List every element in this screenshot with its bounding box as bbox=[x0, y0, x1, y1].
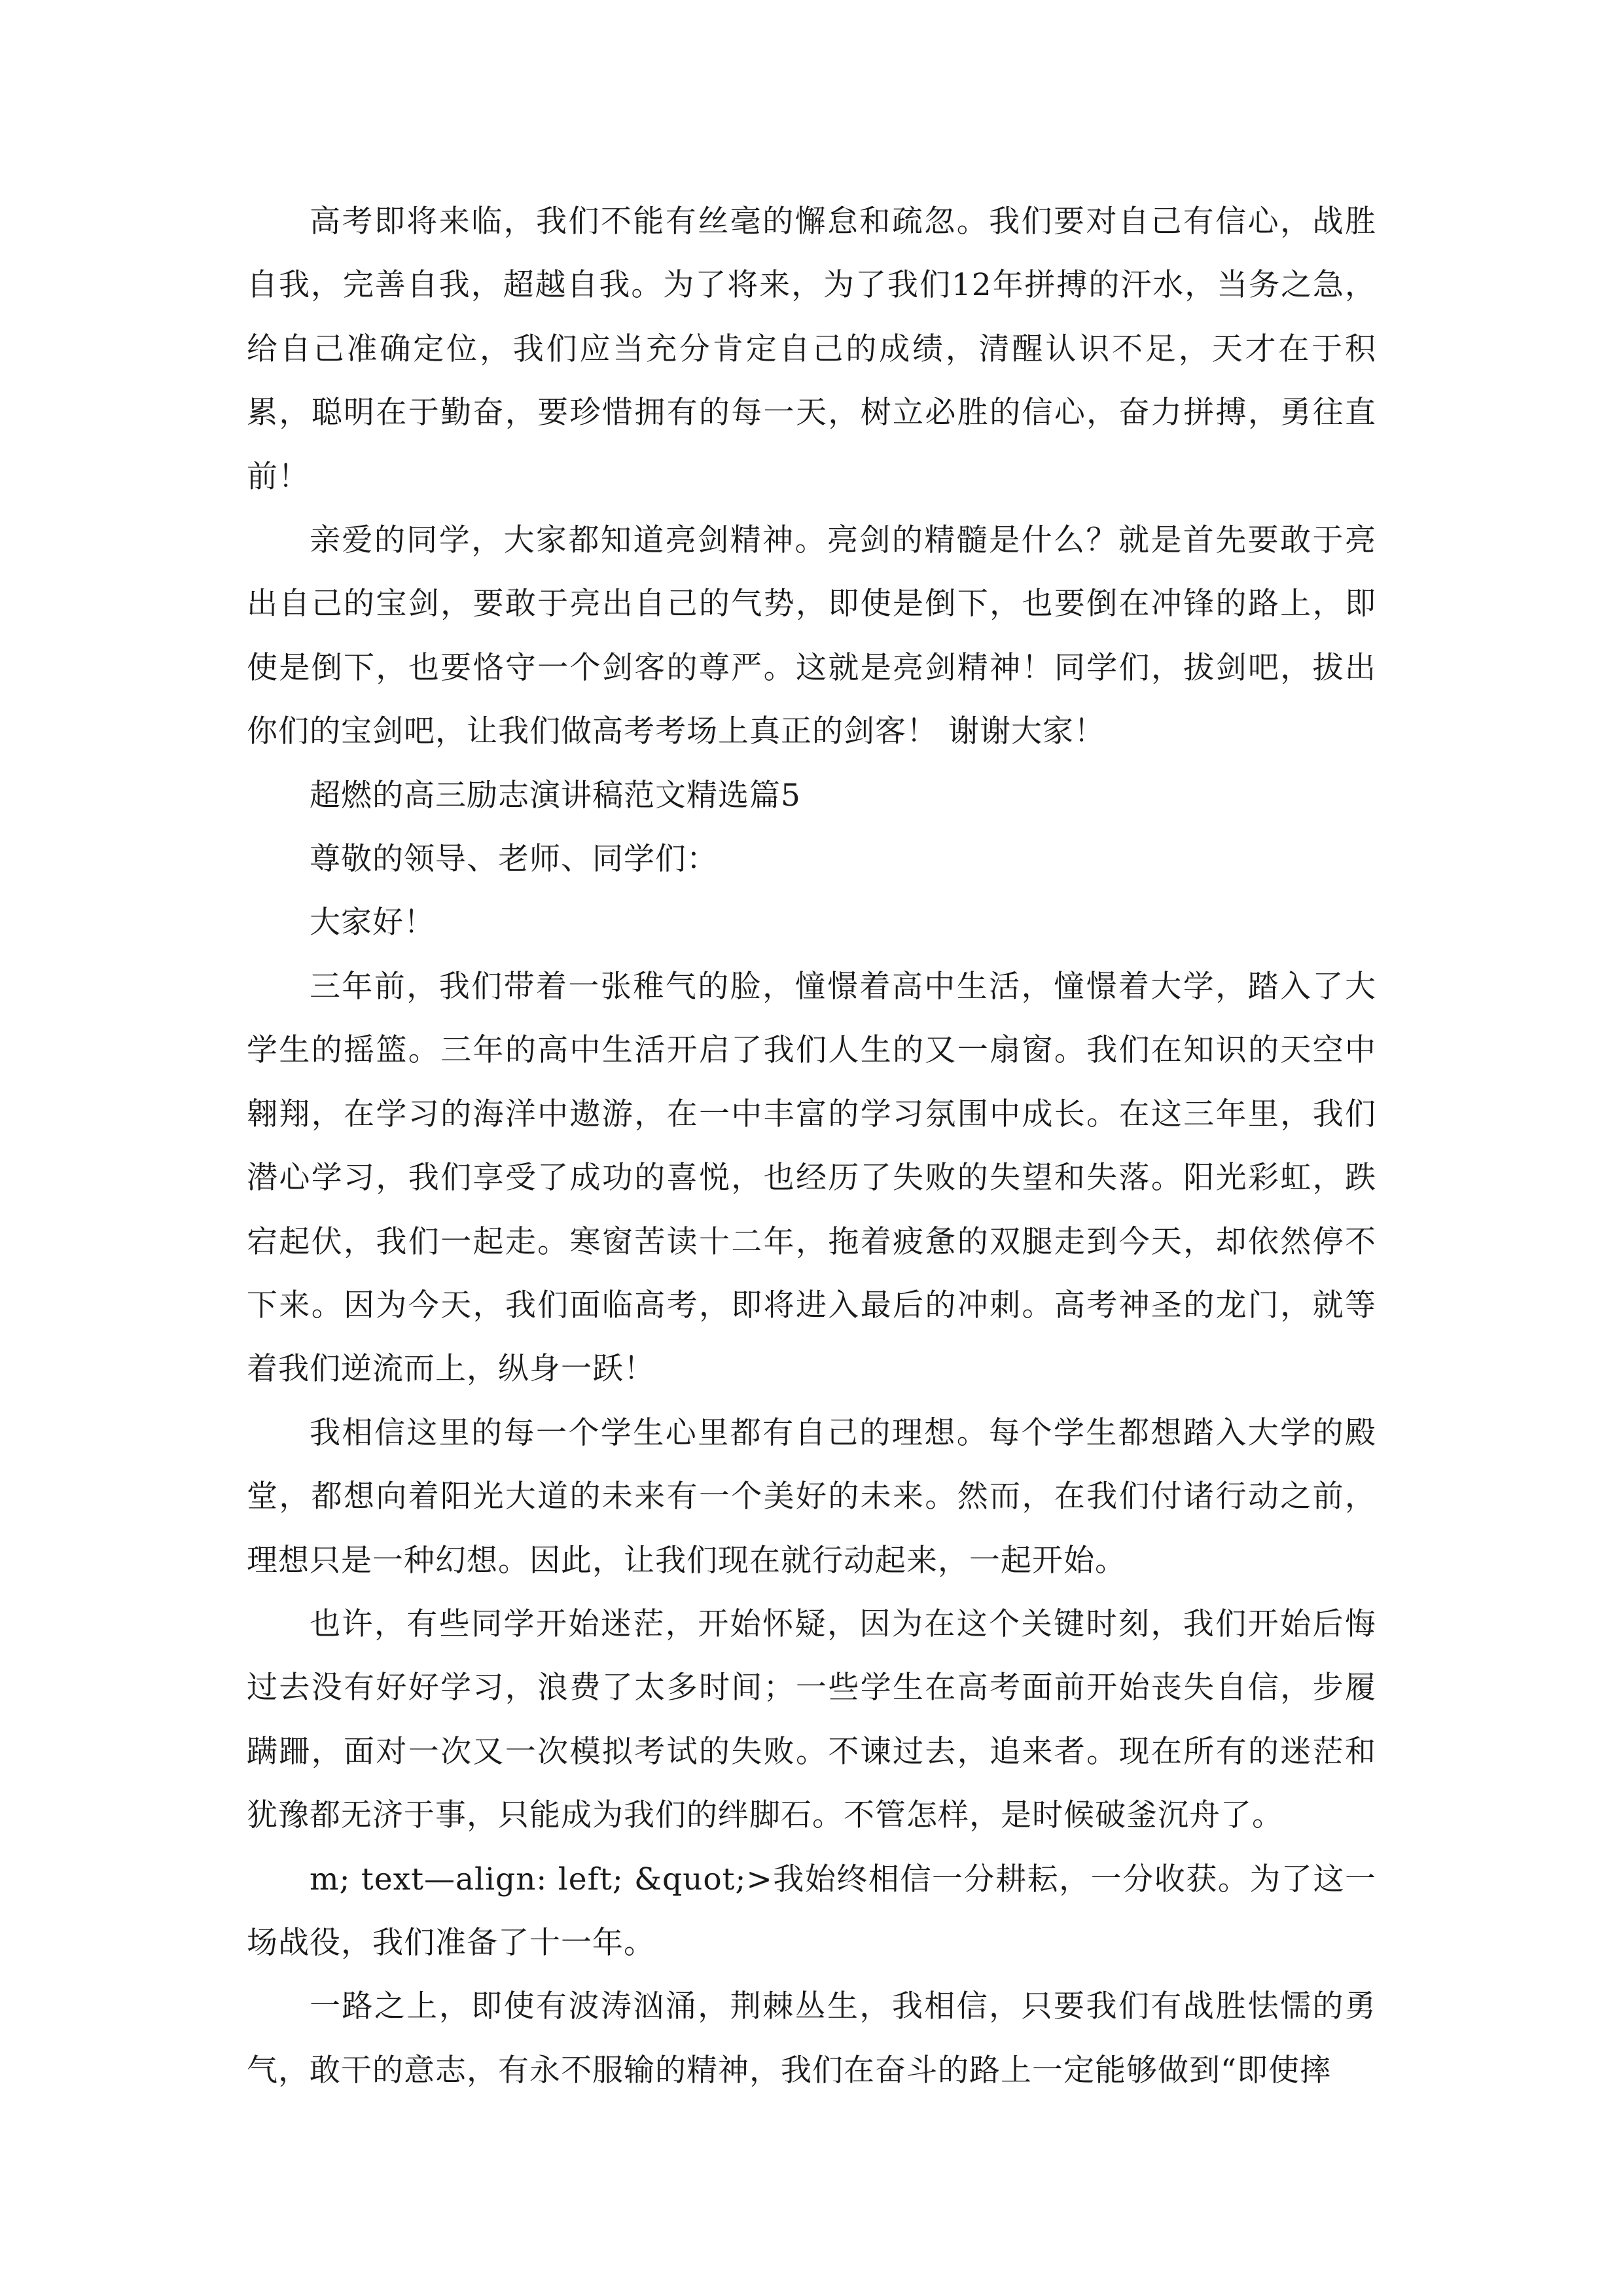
salutation: 尊敬的领导、老师、同学们： bbox=[310, 841, 718, 878]
document-body bbox=[247, 190, 1376, 2102]
paragraph-courage: 一路之上，即使有波涛汹涌，荆棘丛生，我相信，只要我们有战胜怯懦的勇气，敢干的意志，有永不服输的精神，我们在奋斗的路上一定能够做到“即使摔 bbox=[247, 1988, 1376, 2089]
section-heading: 超燃的高三励志演讲稿范文精选篇5 bbox=[310, 777, 801, 814]
paragraph-three-years-ago: 三年前，我们带着一张稚气的脸，憧憬着高中生活，憧憬着大学，踏入了大学生的摇篮。三年的高中生活开启了我们人生的又一扇窗。我们在知识的天空中翱翔，在学习的海洋中遨游，在一中丰富的学习氛围中成长。在这三年里，我们潜心学习，我们享受了成功的喜悦，也经历了失败的失望和失落。阳光彩虹，跌宕起伏，我们一起走。寒窗苦读十二年，拖着疲惫的双腿走到今天，却依然停不下来。因为今天，我们面临高考，即将进入最后的冲刺。高考神圣的龙门，就等着我们逆流而上，纵身一跃！ bbox=[247, 968, 1376, 1388]
paragraph-confusion: 也许，有些同学开始迷茫，开始怀疑，因为在这个关键时刻，我们开始后悔过去没有好好学习，浪费了太多时间；一些学生在高考面前开始丧失自信，步履蹒跚，面对一次又一次模拟考试的失败。不谏过去，追来者。现在所有的迷茫和犹豫都无济于事，只能成为我们的绊脚石。不管怎样，是时候破釜沉舟了。 bbox=[247, 1605, 1376, 1834]
paragraph-gaokao-confidence: 高考即将来临，我们不能有丝毫的懈怠和疏忽。我们要对自己有信心，战胜自我，完善自我，超越自我。为了将来，为了我们12年拼搏的汗水，当务之急，给自己准确定位，我们应当充分肯定自己的成绩，清醒认识不足，天才在于积累，聪明在于勤奋，要珍惜拥有的每一天，树立必胜的信心，奋力拼搏，勇往直前！ bbox=[247, 204, 1376, 495]
paragraph-ideals: 我相信这里的每一个学生心里都有自己的理想。每个学生都想踏入大学的殿堂，都想向着阳光大道的未来有一个美好的未来。然而，在我们付诸行动之前，理想只是一种幻想。因此，让我们现在就行动起来，一起开始。 bbox=[247, 1414, 1376, 1579]
paragraph-liangjian-spirit: 亲爱的同学，大家都知道亮剑精神。亮剑的精髓是什么？就是首先要敢于亮出自己的宝剑，要敢于亮出自己的气势，即使是倒下，也要倒在冲锋的路上，即使是倒下，也要恪守一个剑客的尊严。这就是亮剑精神！同学们，拔剑吧，拔出你们的宝剑吧，让我们做高考考场上真正的剑客！ 谢谢大家！ bbox=[247, 522, 1376, 750]
greeting: 大家好！ bbox=[310, 905, 435, 941]
paragraph-hard-work: m; text—align: left; &quot;>我始终相信一分耕耘，一分收获。为了这一场战役，我们准备了十一年。 bbox=[247, 1861, 1376, 1961]
